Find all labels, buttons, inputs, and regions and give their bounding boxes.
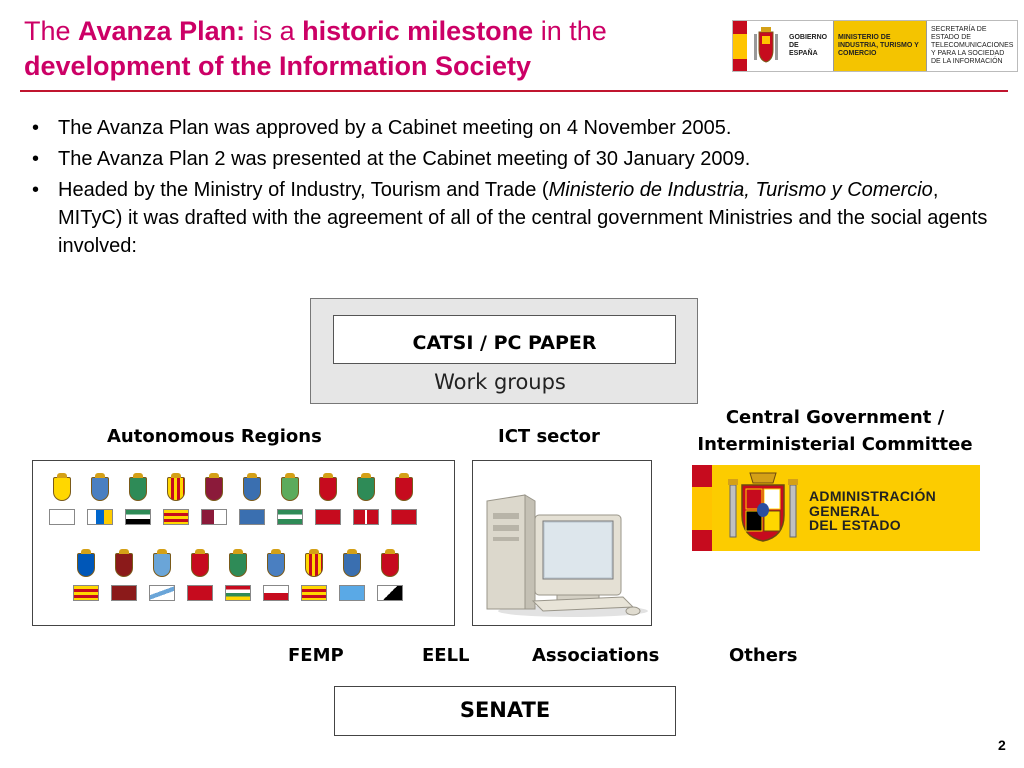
age-line-2: GENERAL (809, 502, 880, 519)
region-shield-icon (319, 477, 337, 501)
coat-of-arms-icon (726, 469, 800, 547)
bullet-text-italic: Ministerio de Industria, Turismo y Comercio (548, 179, 933, 201)
region-shield-icon (381, 553, 399, 577)
page-number: 2 (998, 737, 1006, 753)
regions-row-1 (43, 477, 423, 525)
region-flag-icon (315, 509, 341, 525)
region-flag-icon (263, 585, 289, 601)
region-shield-icon (395, 477, 413, 501)
region-shield-icon (191, 553, 209, 577)
title-part-2: Avanza Plan: (78, 16, 246, 46)
region-shield-icon (267, 553, 285, 577)
age-line-1: ADMINISTRACIÓN (809, 488, 937, 504)
title-part-4: historic milestone (302, 16, 534, 46)
region-shield-icon (53, 477, 71, 501)
age-logo-text (809, 489, 936, 533)
central-gov-line-1: Central Government / (725, 407, 945, 428)
work-groups-label: Work groups (434, 370, 566, 394)
region-shield-icon (167, 477, 185, 501)
region-shield-icon (357, 477, 375, 501)
bullet-item: • The Avanza Plan 2 was presented at the Cabinet meeting of 30 January 2009. (30, 145, 1005, 173)
computer-icon (473, 461, 651, 625)
region-flag-icon (377, 585, 403, 601)
title-part-5: in the (533, 16, 607, 46)
region-shield-icon (343, 553, 361, 577)
ministerio-text: MINISTERIO DE INDUSTRIA, TURISMO Y COMERCIO (838, 34, 919, 57)
region-shield-icon (153, 553, 171, 577)
central-government-label (655, 404, 1015, 458)
ict-sector-label: ICT sector (498, 426, 600, 447)
government-logo (732, 20, 1018, 72)
femp-label: FEMP (288, 645, 344, 666)
region-flag-icon (111, 585, 137, 601)
gobierno-text: GOBIERNO DE ESPAÑA (789, 34, 828, 57)
title-divider (20, 90, 1008, 92)
region-flag-icon (391, 509, 417, 525)
region-shield-icon (91, 477, 109, 501)
secretaria-text: SECRETARÍA DE ESTADO DE TELECOMUNICACIONES Y PARA LA SOCIEDAD DE LA INFORMACIÓN (931, 26, 1014, 65)
bullet-text-post: , MITyC) it was drafted with the agreement of all of the central government Ministries and the social agents involved: (58, 179, 988, 257)
region-shield-icon (229, 553, 247, 577)
eell-label: EELL (422, 645, 470, 666)
regions-crests-image (32, 460, 455, 626)
bullet-list (30, 114, 1005, 263)
region-flag-icon (239, 509, 265, 525)
region-flag-icon (339, 585, 365, 601)
region-flag-icon (187, 585, 213, 601)
administracion-general-logo (692, 465, 980, 551)
region-flag-icon (301, 585, 327, 601)
bullet-item: • The Avanza Plan was approved by a Cabinet meeting on 4 November 2005. (30, 114, 1005, 142)
region-shield-icon (115, 553, 133, 577)
region-shield-icon (205, 477, 223, 501)
senate-box: SENATE (334, 686, 676, 736)
region-flag-icon (225, 585, 251, 601)
regions-row-2 (67, 553, 409, 601)
title-line-2: development of the Information Society (24, 51, 532, 81)
region-shield-icon (77, 553, 95, 577)
autonomous-regions-label: Autonomous Regions (107, 426, 322, 447)
region-shield-icon (305, 553, 323, 577)
ict-computer-image (472, 460, 652, 626)
region-flag-icon (125, 509, 151, 525)
region-flag-icon (163, 509, 189, 525)
central-gov-line-2: Interministerial Committee (697, 434, 973, 455)
region-flag-icon (201, 509, 227, 525)
age-line-3: DEL ESTADO (809, 517, 901, 533)
region-shield-icon (281, 477, 299, 501)
title-part-3: is a (245, 16, 303, 46)
region-flag-icon (353, 509, 379, 525)
region-flag-icon (277, 509, 303, 525)
spain-flag-stripe (692, 465, 712, 551)
region-flag-icon (149, 585, 175, 601)
region-flag-icon (49, 509, 75, 525)
associations-label: Associations (532, 645, 660, 666)
region-flag-icon (87, 509, 113, 525)
catsi-box: CATSI / PC PAPER (333, 315, 676, 364)
title-part-1: The (24, 16, 79, 46)
region-shield-icon (129, 477, 147, 501)
slide-title (24, 14, 724, 84)
region-flag-icon (73, 585, 99, 601)
others-label: Others (729, 645, 798, 666)
bullet-item (30, 176, 1005, 260)
bullet-text-pre: Headed by the Ministry of Industry, Tourism and Trade ( (58, 179, 549, 201)
spain-flag-stripe (733, 21, 747, 71)
region-shield-icon (243, 477, 261, 501)
coat-of-arms-icon (747, 21, 785, 71)
